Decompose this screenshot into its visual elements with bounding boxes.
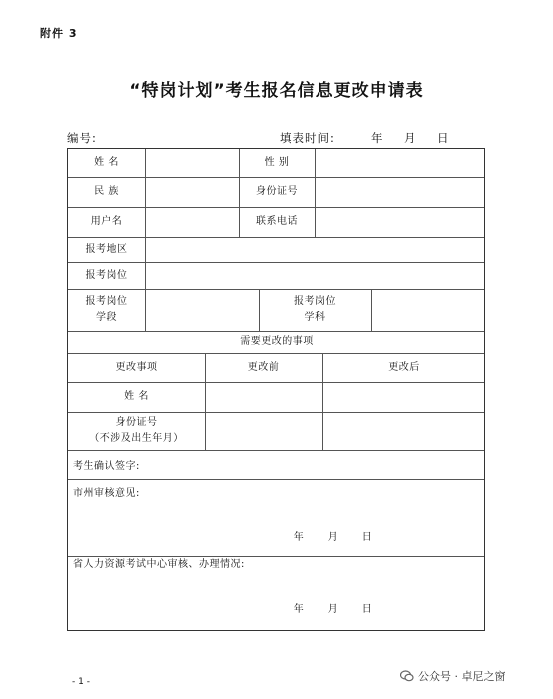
candidate-signature-label: 考生确认签字: xyxy=(73,461,140,472)
wechat-icon xyxy=(400,670,414,682)
post-stage-label: 报考岗位 学段 xyxy=(85,296,128,323)
ethnicity-label: 民 族 xyxy=(94,186,119,197)
exam-region-field[interactable] xyxy=(145,237,486,262)
change-row-name-label: 姓 名 xyxy=(124,391,149,402)
fill-time-year: 年 xyxy=(371,131,384,145)
exam-region-label: 报考地区 xyxy=(85,243,128,255)
post-subject-field[interactable] xyxy=(371,289,486,331)
phone-field[interactable] xyxy=(315,207,486,237)
fill-time-day: 日 xyxy=(437,131,450,145)
changes-section-title: 需要更改的事项 xyxy=(240,336,314,347)
name-label: 姓 名 xyxy=(94,157,119,168)
id-after-field[interactable] xyxy=(322,412,486,450)
gender-field[interactable] xyxy=(315,149,486,177)
page-number: - 1 - xyxy=(72,677,90,687)
fill-time-label: 填表时间: xyxy=(280,131,335,145)
ethnicity-field[interactable] xyxy=(145,177,239,207)
city-review-day: 日 xyxy=(361,532,373,543)
id-before-field[interactable] xyxy=(205,412,322,450)
col-after-change: 更改后 xyxy=(388,361,420,373)
fill-time-month: 月 xyxy=(404,131,417,145)
col-change-item: 更改事项 xyxy=(115,361,158,373)
post-subject-label: 报考岗位 学科 xyxy=(294,296,336,323)
name-after-field[interactable] xyxy=(322,382,486,412)
col-before-change: 更改前 xyxy=(247,361,280,373)
watermark-text: 公众号 · 卓尼之窗 xyxy=(418,670,506,683)
id-number-label: 身份证号 xyxy=(256,186,298,197)
name-before-field[interactable] xyxy=(205,382,322,412)
phone-label: 联系电话 xyxy=(256,216,298,227)
exam-post-label: 报考岗位 xyxy=(85,269,128,281)
province-review-year: 年 xyxy=(293,604,305,615)
id-number-field[interactable] xyxy=(315,177,486,207)
watermark xyxy=(400,668,506,684)
post-stage-field[interactable] xyxy=(145,289,259,331)
form-title: “特岗计划”考生报名信息更改申请表 xyxy=(129,81,424,101)
change-row-id-label: 身份证号 （不涉及出生年月） xyxy=(89,417,184,444)
province-review-day: 日 xyxy=(361,604,373,615)
attachment-label: 附件 3 xyxy=(40,27,78,40)
username-label: 用户名 xyxy=(90,216,123,227)
city-review-label: 市州审核意见: xyxy=(73,487,140,499)
city-review-month: 月 xyxy=(327,532,339,543)
username-field[interactable] xyxy=(145,207,239,237)
province-review-month: 月 xyxy=(327,604,339,615)
gender-label: 性 别 xyxy=(264,157,290,168)
city-review-year: 年 xyxy=(293,532,305,543)
serial-number-label: 编号: xyxy=(67,131,97,145)
exam-post-field[interactable] xyxy=(145,262,486,289)
name-field[interactable] xyxy=(145,149,239,177)
application-form-table xyxy=(67,148,485,631)
province-review-label: 省人力资源考试中心审核、办理情况: xyxy=(73,558,245,570)
